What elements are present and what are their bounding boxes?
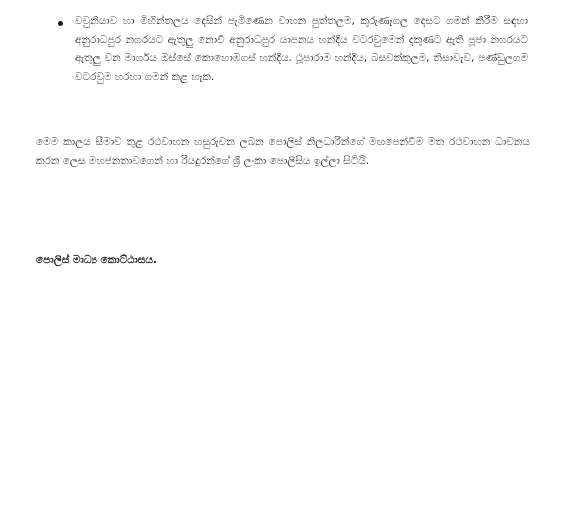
bullet-icon (58, 21, 63, 26)
bullet-text: වවුනියාව හා මිහින්තලය දෙසින් පැමිණෙන වාහන පුත්තලම, කුරුණෑගල දෙසට ගමන් කිරීම සඳහා අනුරාධපුර නගරයට ඇතුලු නොවී අනුරාධපුර යාපනය හන්දිය වටරවුමෙන් දකුණට ඇති පූජා නගරයට ඇතුලු වන මාර්ගය ඔස්සේ කොහොඹගස් හන්දිය. ථූපාරාම හන්දිය, බසවක්කුලම, තිසාවැව, පණ්ඩුලගම වටරවුම හරහා ගමන් කළ හැක. (75, 15, 528, 83)
bullet-list-item (58, 12, 528, 86)
signature-line: පොලිස් මාධ්‍ය කොට්ඨාසය. (36, 254, 157, 266)
body-paragraph: මෙම කාලය සීමාව තුළ රථවාහන හසුරුවන ලබන පොලිස් නිලධාරින්ගේ මඟපෙන්වීම මත රථවාහන ධාවනය කරන ලෙස මහජනතාවගෙන් හා රියදුරන්ගේ ශ්‍රී ලංකා පොලිසිය ඉල්ලා සිටියි. (36, 136, 530, 167)
